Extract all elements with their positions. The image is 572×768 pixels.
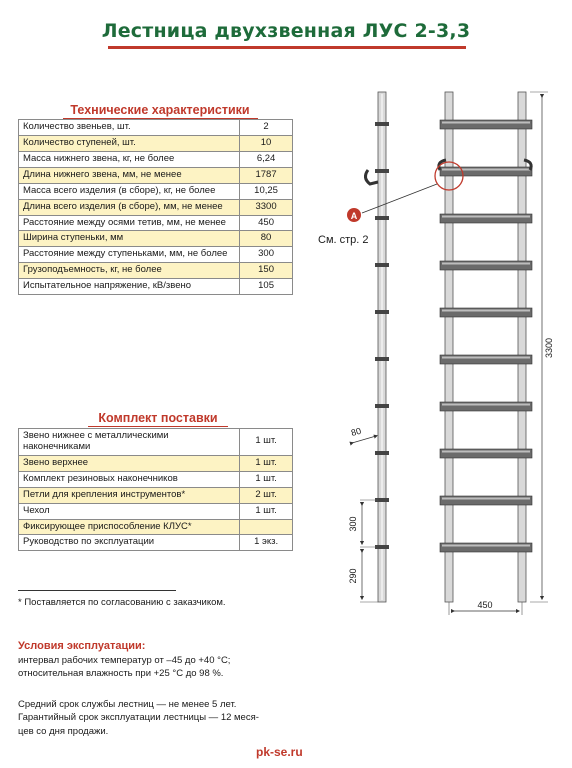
website-link[interactable]: pk-se.ru [256,745,303,759]
side-rung-bracket [375,404,389,408]
row-label: Масса нижнего звена, кг, не более [19,151,240,167]
table-row [19,471,293,487]
ladder-rung-highlight [442,216,530,218]
side-rung-bracket [375,122,389,126]
footnote-divider [18,590,176,591]
svg-text:80: 80 [349,425,363,438]
row-label: Фиксирующее приспособление КЛУС* [19,519,240,535]
table-row [19,455,293,471]
row-label: Чехол [19,503,240,519]
table-row [19,167,293,183]
table-row [19,120,293,136]
row-value [240,519,293,535]
row-label: Расстояние между осями тетив, мм, не менее [19,215,240,231]
table-row [19,231,293,247]
specs-heading: Технические характеристики [30,103,290,119]
row-value: 1787 [240,167,293,183]
row-value: 450 [240,215,293,231]
svg-text:3300: 3300 [544,337,554,359]
row-label: Петли для крепления инструментов* [19,487,240,503]
row-value: 1 шт. [240,503,293,519]
row-value: 80 [240,231,293,247]
table-row [19,503,293,519]
ladder-rung [440,449,532,458]
table-row [19,429,293,456]
callout-reference: См. стр. 2 [318,234,369,246]
row-label: Грузоподъемность, кг, не более [19,263,240,279]
dimension-width [449,600,522,615]
svg-text:450: 450 [477,600,493,610]
ladder-rung [440,214,532,223]
row-label: Руководство по эксплуатации [19,535,240,551]
row-value: 2 шт. [240,487,293,503]
table-row [19,247,293,263]
ladder-rung [440,543,532,552]
side-rung-bracket [375,310,389,314]
ladder-front-view [439,92,532,602]
row-label: Длина всего изделия (в сборе), мм, не менее [19,199,240,215]
table-row [19,151,293,167]
table-row [19,279,293,295]
table-row [19,487,293,503]
row-label: Испытательное напряжение, кВ/звено [19,279,240,295]
row-value: 1 экз. [240,535,293,551]
ladder-rung [440,167,532,176]
row-value: 10,25 [240,183,293,199]
dimension-step-spacing [348,500,378,547]
row-value: 1 шт. [240,471,293,487]
side-rung-bracket [375,169,389,173]
ladder-side-view [365,92,389,602]
side-rung-bracket [375,216,389,220]
title-underline [108,46,466,49]
row-value: 1 шт. [240,429,293,456]
kit-heading: Комплект поставки [28,411,288,427]
conditions-text: интервал рабочих температур от –45 до +40 °С; относительная влажность при +25 °С до 98 %. [18,655,231,680]
ladder-rung [440,355,532,364]
dimension-total-height [530,92,554,602]
ladder-rung-highlight [442,357,530,359]
ladder-rung-highlight [442,169,530,171]
service-life-text: Средний срок службы лестниц — не менее 5 лет. Гарантийный срок эксплуатации лестницы — 12 меся- цев со дня продажи. [18,699,259,737]
specs-table [18,119,293,295]
footnote: * Поставляется по согласованию с заказчиком. [18,597,226,608]
ladder-rung-highlight [442,451,530,453]
table-row [19,135,293,151]
conditions-heading: Условия эксплуатации: [18,640,146,652]
dimension-step-width [350,426,376,443]
table-row [19,215,293,231]
row-value: 6,24 [240,151,293,167]
dimension-bottom [348,551,378,602]
svg-text:300: 300 [348,516,358,532]
table-row [19,199,293,215]
table-row [19,183,293,199]
row-value: 300 [240,247,293,263]
ladder-rung [440,261,532,270]
ladder-rung-highlight [442,545,530,547]
kit-table [18,428,293,551]
table-row [19,535,293,551]
row-label: Количество ступеней, шт. [19,135,240,151]
callout-letter: А [350,211,358,221]
ladder-rung-highlight [442,122,530,124]
row-value: 150 [240,263,293,279]
svg-text:290: 290 [348,568,358,584]
page-title: Лестница двухзвенная ЛУС 2-3,3 [101,20,471,42]
row-label: Ширина ступеньки, мм [19,231,240,247]
side-rung-bracket [375,451,389,455]
ladder-rung-highlight [442,310,530,312]
row-label: Масса всего изделия (в сборе), кг, не более [19,183,240,199]
ladder-rung-highlight [442,498,530,500]
row-value: 3300 [240,199,293,215]
ladder-rung [440,496,532,505]
ladder-rung-highlight [442,404,530,406]
ladder-rung [440,120,532,129]
side-rung-bracket [375,263,389,267]
row-value: 10 [240,135,293,151]
side-rung-bracket [375,357,389,361]
row-label: Комплект резиновых наконечников [19,471,240,487]
row-value: 105 [240,279,293,295]
row-label: Количество звеньев, шт. [19,120,240,136]
ladder-rung [440,308,532,317]
row-label: Длина нижнего звена, мм, не менее [19,167,240,183]
table-row [19,519,293,535]
row-value: 1 шт. [240,455,293,471]
ladder-rung [440,402,532,411]
row-label: Звено нижнее с металлическими наконечниками [19,429,240,456]
table-row [19,263,293,279]
row-value: 2 [240,120,293,136]
ladder-drawing [290,80,560,620]
row-label: Расстояние между ступеньками, мм, не более [19,247,240,263]
row-label: Звено верхнее [19,455,240,471]
ladder-rung-highlight [442,263,530,265]
